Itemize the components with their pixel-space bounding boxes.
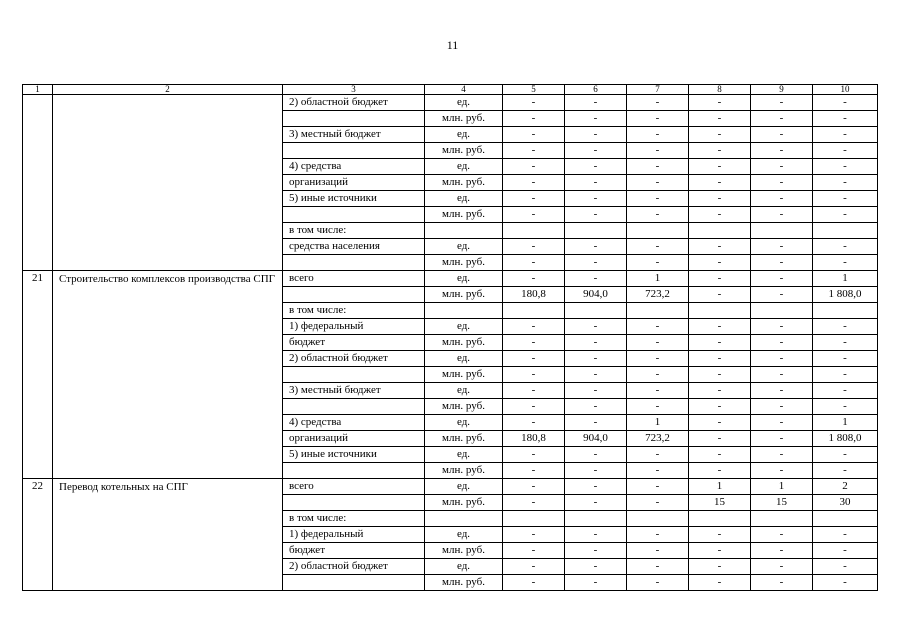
value-cell: - — [813, 143, 878, 159]
value-cell: - — [627, 127, 689, 143]
source-cell: 1) федеральный — [283, 319, 425, 335]
value-cell: - — [627, 111, 689, 127]
unit-cell — [425, 223, 503, 239]
value-cell: - — [689, 383, 751, 399]
source-cell — [283, 399, 425, 415]
value-cell: - — [689, 335, 751, 351]
value-cell: - — [565, 319, 627, 335]
value-cell — [627, 303, 689, 319]
value-cell: - — [813, 175, 878, 191]
source-cell: всего — [283, 479, 425, 495]
col-header: 2 — [53, 85, 283, 95]
item-number: 22 — [23, 479, 53, 591]
value-cell: - — [751, 111, 813, 127]
value-cell: 2 — [813, 479, 878, 495]
value-cell: - — [565, 367, 627, 383]
value-cell: - — [751, 287, 813, 303]
value-cell: - — [751, 175, 813, 191]
value-cell: 1 808,0 — [813, 287, 878, 303]
unit-cell: ед. — [425, 415, 503, 431]
source-cell: бюджет — [283, 543, 425, 559]
unit-cell: ед. — [425, 479, 503, 495]
value-cell: - — [503, 463, 565, 479]
value-cell: - — [503, 271, 565, 287]
value-cell: - — [627, 479, 689, 495]
unit-cell: млн. руб. — [425, 111, 503, 127]
unit-cell: ед. — [425, 383, 503, 399]
unit-cell: ед. — [425, 95, 503, 111]
value-cell: - — [689, 175, 751, 191]
value-cell: - — [689, 127, 751, 143]
unit-cell — [425, 511, 503, 527]
item-number — [23, 95, 53, 271]
value-cell: - — [689, 543, 751, 559]
unit-cell — [425, 303, 503, 319]
unit-cell: ед. — [425, 271, 503, 287]
budget-table — [22, 84, 878, 591]
source-cell: 3) местный бюджет — [283, 127, 425, 143]
page-number: 11 — [446, 38, 459, 52]
value-cell: - — [503, 527, 565, 543]
source-cell: в том числе: — [283, 303, 425, 319]
value-cell: - — [503, 559, 565, 575]
value-cell: - — [565, 159, 627, 175]
source-cell — [283, 463, 425, 479]
value-cell: - — [751, 447, 813, 463]
value-cell: - — [503, 351, 565, 367]
value-cell: - — [565, 175, 627, 191]
value-cell — [689, 223, 751, 239]
source-cell — [283, 287, 425, 303]
value-cell: - — [565, 111, 627, 127]
col-header: 5 — [503, 85, 565, 95]
value-cell: - — [627, 319, 689, 335]
value-cell: - — [813, 559, 878, 575]
unit-cell: млн. руб. — [425, 287, 503, 303]
value-cell: - — [689, 575, 751, 591]
value-cell: - — [813, 399, 878, 415]
value-cell: - — [751, 463, 813, 479]
source-cell: организаций — [283, 431, 425, 447]
unit-cell: ед. — [425, 159, 503, 175]
unit-cell: млн. руб. — [425, 335, 503, 351]
value-cell: - — [751, 271, 813, 287]
value-cell — [503, 511, 565, 527]
value-cell: - — [503, 127, 565, 143]
value-cell — [503, 223, 565, 239]
table-row — [23, 479, 878, 495]
source-cell — [283, 207, 425, 223]
value-cell: - — [627, 383, 689, 399]
value-cell: - — [503, 207, 565, 223]
unit-cell: млн. руб. — [425, 495, 503, 511]
col-header: 4 — [425, 85, 503, 95]
value-cell: - — [813, 191, 878, 207]
item-name: Строительство комплексов производства СПГ — [53, 271, 283, 479]
source-cell: в том числе: — [283, 511, 425, 527]
value-cell: - — [503, 415, 565, 431]
value-cell: - — [565, 95, 627, 111]
value-cell: - — [813, 463, 878, 479]
value-cell: - — [751, 559, 813, 575]
col-header: 8 — [689, 85, 751, 95]
value-cell: - — [689, 95, 751, 111]
value-cell — [813, 303, 878, 319]
value-cell: - — [503, 479, 565, 495]
value-cell: - — [751, 527, 813, 543]
col-header: 9 — [751, 85, 813, 95]
unit-cell: млн. руб. — [425, 143, 503, 159]
value-cell: - — [689, 159, 751, 175]
value-cell: - — [813, 319, 878, 335]
value-cell: - — [689, 367, 751, 383]
value-cell: - — [689, 255, 751, 271]
value-cell: - — [751, 399, 813, 415]
value-cell: - — [689, 527, 751, 543]
value-cell: 1 — [813, 415, 878, 431]
value-cell: - — [565, 479, 627, 495]
unit-cell: млн. руб. — [425, 367, 503, 383]
unit-cell: млн. руб. — [425, 207, 503, 223]
value-cell: - — [503, 383, 565, 399]
value-cell: - — [627, 527, 689, 543]
value-cell: - — [813, 367, 878, 383]
value-cell: - — [751, 575, 813, 591]
value-cell — [627, 223, 689, 239]
value-cell: - — [689, 463, 751, 479]
value-cell: - — [565, 191, 627, 207]
value-cell — [751, 223, 813, 239]
value-cell: - — [689, 399, 751, 415]
value-cell: - — [751, 351, 813, 367]
value-cell: - — [751, 127, 813, 143]
value-cell: - — [627, 159, 689, 175]
source-cell: в том числе: — [283, 223, 425, 239]
source-cell: 2) областной бюджет — [283, 559, 425, 575]
value-cell: - — [689, 271, 751, 287]
source-cell — [283, 111, 425, 127]
value-cell: - — [751, 367, 813, 383]
value-cell: - — [751, 207, 813, 223]
value-cell: - — [565, 559, 627, 575]
value-cell: - — [627, 335, 689, 351]
value-cell: - — [689, 351, 751, 367]
value-cell: - — [689, 559, 751, 575]
value-cell: - — [503, 335, 565, 351]
value-cell: - — [627, 255, 689, 271]
value-cell: - — [503, 255, 565, 271]
value-cell: - — [565, 383, 627, 399]
value-cell — [627, 511, 689, 527]
unit-cell: млн. руб. — [425, 399, 503, 415]
value-cell: - — [503, 575, 565, 591]
value-cell — [565, 511, 627, 527]
col-header: 10 — [813, 85, 878, 95]
source-cell — [283, 495, 425, 511]
value-cell: - — [627, 559, 689, 575]
value-cell: - — [627, 447, 689, 463]
value-cell: - — [503, 319, 565, 335]
source-cell — [283, 255, 425, 271]
table-body — [23, 85, 878, 591]
value-cell: - — [813, 255, 878, 271]
source-cell: организаций — [283, 175, 425, 191]
value-cell: - — [503, 239, 565, 255]
value-cell: - — [813, 127, 878, 143]
unit-cell: млн. руб. — [425, 575, 503, 591]
value-cell: 723,2 — [627, 287, 689, 303]
value-cell: - — [627, 191, 689, 207]
value-cell: - — [503, 447, 565, 463]
value-cell: 1 — [813, 271, 878, 287]
value-cell: - — [689, 207, 751, 223]
source-cell — [283, 575, 425, 591]
source-cell: 5) иные источники — [283, 191, 425, 207]
table-row — [23, 95, 878, 111]
value-cell: 15 — [689, 495, 751, 511]
unit-cell: ед. — [425, 319, 503, 335]
value-cell: - — [503, 367, 565, 383]
value-cell: 1 — [627, 415, 689, 431]
value-cell — [689, 303, 751, 319]
unit-cell: ед. — [425, 527, 503, 543]
value-cell: - — [565, 527, 627, 543]
value-cell: - — [627, 543, 689, 559]
source-cell: 4) средства — [283, 415, 425, 431]
value-cell: - — [565, 399, 627, 415]
column-numbers-row — [23, 85, 878, 95]
source-cell: 3) местный бюджет — [283, 383, 425, 399]
unit-cell: ед. — [425, 191, 503, 207]
item-name: Перевод котельных на СПГ — [53, 479, 283, 591]
value-cell: - — [813, 335, 878, 351]
value-cell: - — [689, 431, 751, 447]
source-cell — [283, 143, 425, 159]
value-cell: - — [565, 207, 627, 223]
value-cell: - — [689, 239, 751, 255]
value-cell: - — [751, 319, 813, 335]
value-cell: 1 808,0 — [813, 431, 878, 447]
value-cell — [751, 303, 813, 319]
value-cell: - — [565, 447, 627, 463]
value-cell: - — [813, 239, 878, 255]
value-cell: - — [627, 239, 689, 255]
value-cell: - — [503, 543, 565, 559]
value-cell: - — [565, 351, 627, 367]
unit-cell: ед. — [425, 127, 503, 143]
value-cell: - — [813, 383, 878, 399]
unit-cell: млн. руб. — [425, 175, 503, 191]
unit-cell: млн. руб. — [425, 431, 503, 447]
value-cell: - — [503, 191, 565, 207]
value-cell: - — [751, 239, 813, 255]
col-header: 7 — [627, 85, 689, 95]
value-cell: 1 — [751, 479, 813, 495]
item-name — [53, 95, 283, 271]
value-cell: - — [627, 207, 689, 223]
value-cell: - — [627, 495, 689, 511]
item-number: 21 — [23, 271, 53, 479]
source-cell: 2) областной бюджет — [283, 351, 425, 367]
source-cell: средства населения — [283, 239, 425, 255]
value-cell: - — [565, 255, 627, 271]
value-cell: 1 — [627, 271, 689, 287]
source-cell — [283, 367, 425, 383]
value-cell: - — [689, 191, 751, 207]
value-cell: 180,8 — [503, 431, 565, 447]
value-cell: - — [751, 383, 813, 399]
value-cell: - — [565, 127, 627, 143]
value-cell: - — [503, 159, 565, 175]
value-cell: - — [503, 143, 565, 159]
value-cell: - — [689, 447, 751, 463]
value-cell: - — [565, 575, 627, 591]
value-cell: - — [813, 575, 878, 591]
value-cell: - — [689, 287, 751, 303]
value-cell: - — [503, 495, 565, 511]
value-cell: - — [751, 431, 813, 447]
unit-cell: ед. — [425, 447, 503, 463]
value-cell: - — [627, 463, 689, 479]
value-cell: - — [565, 543, 627, 559]
value-cell — [565, 303, 627, 319]
unit-cell: млн. руб. — [425, 543, 503, 559]
value-cell: - — [565, 463, 627, 479]
value-cell: - — [689, 319, 751, 335]
value-cell: - — [627, 143, 689, 159]
value-cell: - — [565, 495, 627, 511]
value-cell: - — [751, 415, 813, 431]
value-cell — [503, 303, 565, 319]
col-header: 1 — [23, 85, 53, 95]
value-cell — [813, 223, 878, 239]
unit-cell: ед. — [425, 351, 503, 367]
value-cell: - — [627, 95, 689, 111]
value-cell: 904,0 — [565, 431, 627, 447]
value-cell: - — [813, 447, 878, 463]
value-cell: - — [565, 415, 627, 431]
value-cell: - — [627, 351, 689, 367]
value-cell: - — [813, 351, 878, 367]
source-cell: всего — [283, 271, 425, 287]
value-cell: - — [689, 111, 751, 127]
value-cell: - — [503, 95, 565, 111]
value-cell: 1 — [689, 479, 751, 495]
value-cell: - — [503, 111, 565, 127]
value-cell: - — [689, 143, 751, 159]
value-cell: - — [813, 207, 878, 223]
value-cell — [689, 511, 751, 527]
value-cell: 30 — [813, 495, 878, 511]
table-row — [23, 271, 878, 287]
value-cell — [565, 223, 627, 239]
value-cell: - — [813, 543, 878, 559]
col-header: 3 — [283, 85, 425, 95]
value-cell: - — [503, 399, 565, 415]
value-cell — [751, 511, 813, 527]
value-cell: - — [565, 271, 627, 287]
value-cell: - — [689, 415, 751, 431]
value-cell: - — [813, 111, 878, 127]
source-cell: 1) федеральный — [283, 527, 425, 543]
source-cell: 2) областной бюджет — [283, 95, 425, 111]
value-cell: - — [627, 575, 689, 591]
col-header: 6 — [565, 85, 627, 95]
value-cell: - — [813, 95, 878, 111]
value-cell: 904,0 — [565, 287, 627, 303]
unit-cell: млн. руб. — [425, 255, 503, 271]
value-cell: - — [751, 191, 813, 207]
unit-cell: ед. — [425, 559, 503, 575]
value-cell: - — [751, 543, 813, 559]
unit-cell: ед. — [425, 239, 503, 255]
source-cell: бюджет — [283, 335, 425, 351]
value-cell: - — [751, 335, 813, 351]
value-cell: - — [751, 255, 813, 271]
value-cell: - — [627, 399, 689, 415]
value-cell: 180,8 — [503, 287, 565, 303]
value-cell: - — [813, 527, 878, 543]
value-cell: - — [751, 143, 813, 159]
value-cell — [813, 511, 878, 527]
value-cell: - — [751, 95, 813, 111]
value-cell: - — [565, 143, 627, 159]
value-cell: - — [813, 159, 878, 175]
value-cell: - — [565, 239, 627, 255]
unit-cell: млн. руб. — [425, 463, 503, 479]
value-cell: - — [627, 175, 689, 191]
value-cell: - — [565, 335, 627, 351]
value-cell: - — [627, 367, 689, 383]
value-cell: 15 — [751, 495, 813, 511]
value-cell: 723,2 — [627, 431, 689, 447]
value-cell: - — [503, 175, 565, 191]
value-cell: - — [751, 159, 813, 175]
source-cell: 4) средства — [283, 159, 425, 175]
source-cell: 5) иные источники — [283, 447, 425, 463]
